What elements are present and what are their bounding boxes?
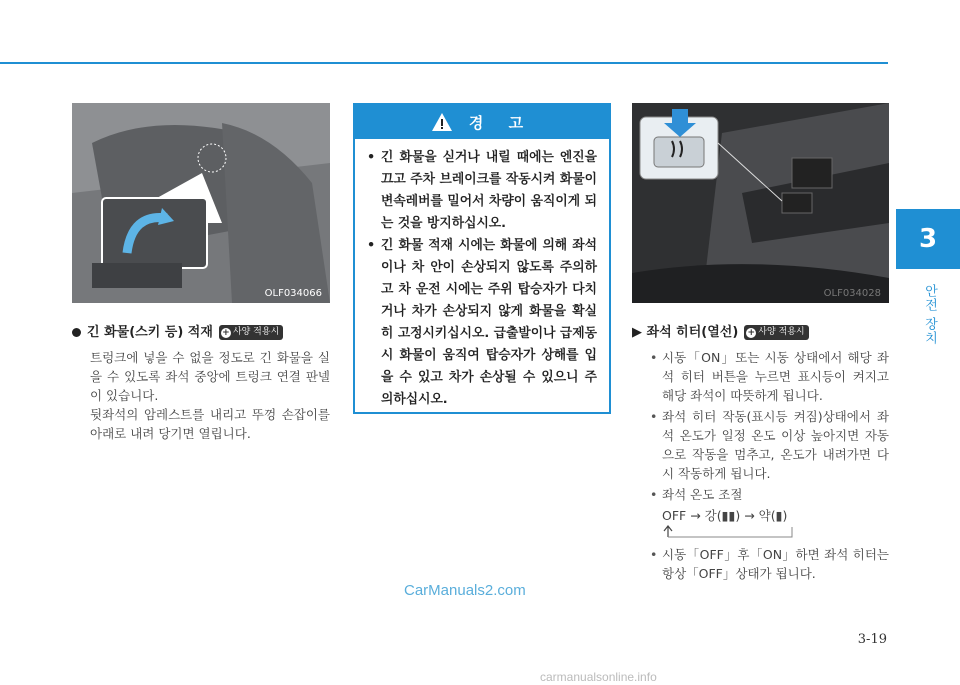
right-photo-code: OLF034028 <box>823 288 881 299</box>
temperature-sequence: OFF → 강(▮▮) → 약(▮) <box>662 508 788 523</box>
option-badge-right <box>744 325 808 340</box>
option-badge <box>219 325 283 340</box>
long-cargo-paragraph-1: 트렁크에 넣을 수 없을 정도로 긴 화물을 실을 수 있도록 좌석 중앙에 트렁크 연결 판넬이 있습니다. <box>90 350 330 403</box>
seat-heater-bullet-2: • 좌석 히터 작동(표시등 켜짐)상태에서 좌석 온도가 일정 온도 이상 높아지면 자동으로 작동을 멈추고, 온도가 내려가면 다시 작동하게 됩니다. <box>650 407 889 483</box>
warning-box <box>353 103 611 414</box>
rear-seat-illustration <box>72 103 330 303</box>
seat-heater-title: ▶ 좌석 히터(열선) <box>632 325 739 340</box>
warning-title: 경 고 <box>468 113 534 132</box>
seat-heater-bullet-1: • 시동「ON」또는 시동 상태에서 해당 좌석 히터 버튼을 누르면 표시등이 켜지고 해당 좌석이 따뜻하게 됩니다. <box>650 348 889 405</box>
seat-heater-bullet-3: • 좌석 온도 조절 <box>650 485 889 504</box>
seat-heater-heading <box>632 323 889 342</box>
long-cargo-title: 긴 화물(스키 등) 적재 <box>87 325 213 340</box>
warning-triangle-icon <box>431 112 453 132</box>
seat-heater-list-2 <box>632 545 889 583</box>
warning-item-1: • 긴 화물을 싣거나 내릴 때에는 엔진을 끄고 주차 브레이크를 작동시켜 화물이 변속레버를 밀어서 차량이 움직이게 되는 것을 방지하십시오. <box>365 147 597 235</box>
bullet-dot-icon <box>72 328 81 337</box>
seat-heater-list <box>632 348 889 504</box>
top-rule <box>0 62 888 64</box>
left-column <box>72 323 330 443</box>
left-photo-code: OLF034066 <box>264 288 322 299</box>
page-number: 3-19 <box>857 632 887 647</box>
option-badge-text: 사양 적용시 <box>758 327 805 337</box>
footer-site: carmanualsonline.info <box>540 670 657 684</box>
right-column <box>632 323 889 585</box>
plus-icon: + <box>222 327 230 338</box>
chapter-tab[interactable] <box>896 209 960 269</box>
chapter-label: 안전 장치 <box>922 284 937 346</box>
door-switch-illustration <box>632 103 889 303</box>
warning-body <box>355 139 609 411</box>
watermark-text: CarManuals2.com <box>404 582 526 599</box>
plus-icon: + <box>747 327 756 338</box>
option-badge-text: 사양 적용시 <box>232 327 280 337</box>
long-cargo-heading <box>72 323 330 342</box>
seat-heater-bullet-4: • 시동「OFF」후「ON」하면 좌석 히터는 항상「OFF」상태가 됩니다. <box>650 545 889 583</box>
warning-header <box>355 105 609 139</box>
cycle-arrow-icon <box>662 525 802 539</box>
warning-item-2: • 긴 화물 적재 시에는 화물에 의해 좌석이나 차 안이 손상되지 않도록 주의하고 차 운전 시에는 주위 탑승자가 다치거나 차가 손상되지 않게 화물을 확실히 고정시키십시오. 급출발이나 급제동 시 화물이 움직여 탑승자가 상해를 입을 수 있고 차가 손상될 수 있으니 주의하십시오. <box>365 235 597 411</box>
rear-seat-photo <box>72 103 330 303</box>
chapter-number: 3 <box>918 224 938 254</box>
seat-heater-photo <box>632 103 889 303</box>
long-cargo-paragraph-2: 뒷좌석의 암레스트를 내리고 뚜껑 손잡이를 아래로 내려 당기면 열립니다. <box>90 407 330 441</box>
